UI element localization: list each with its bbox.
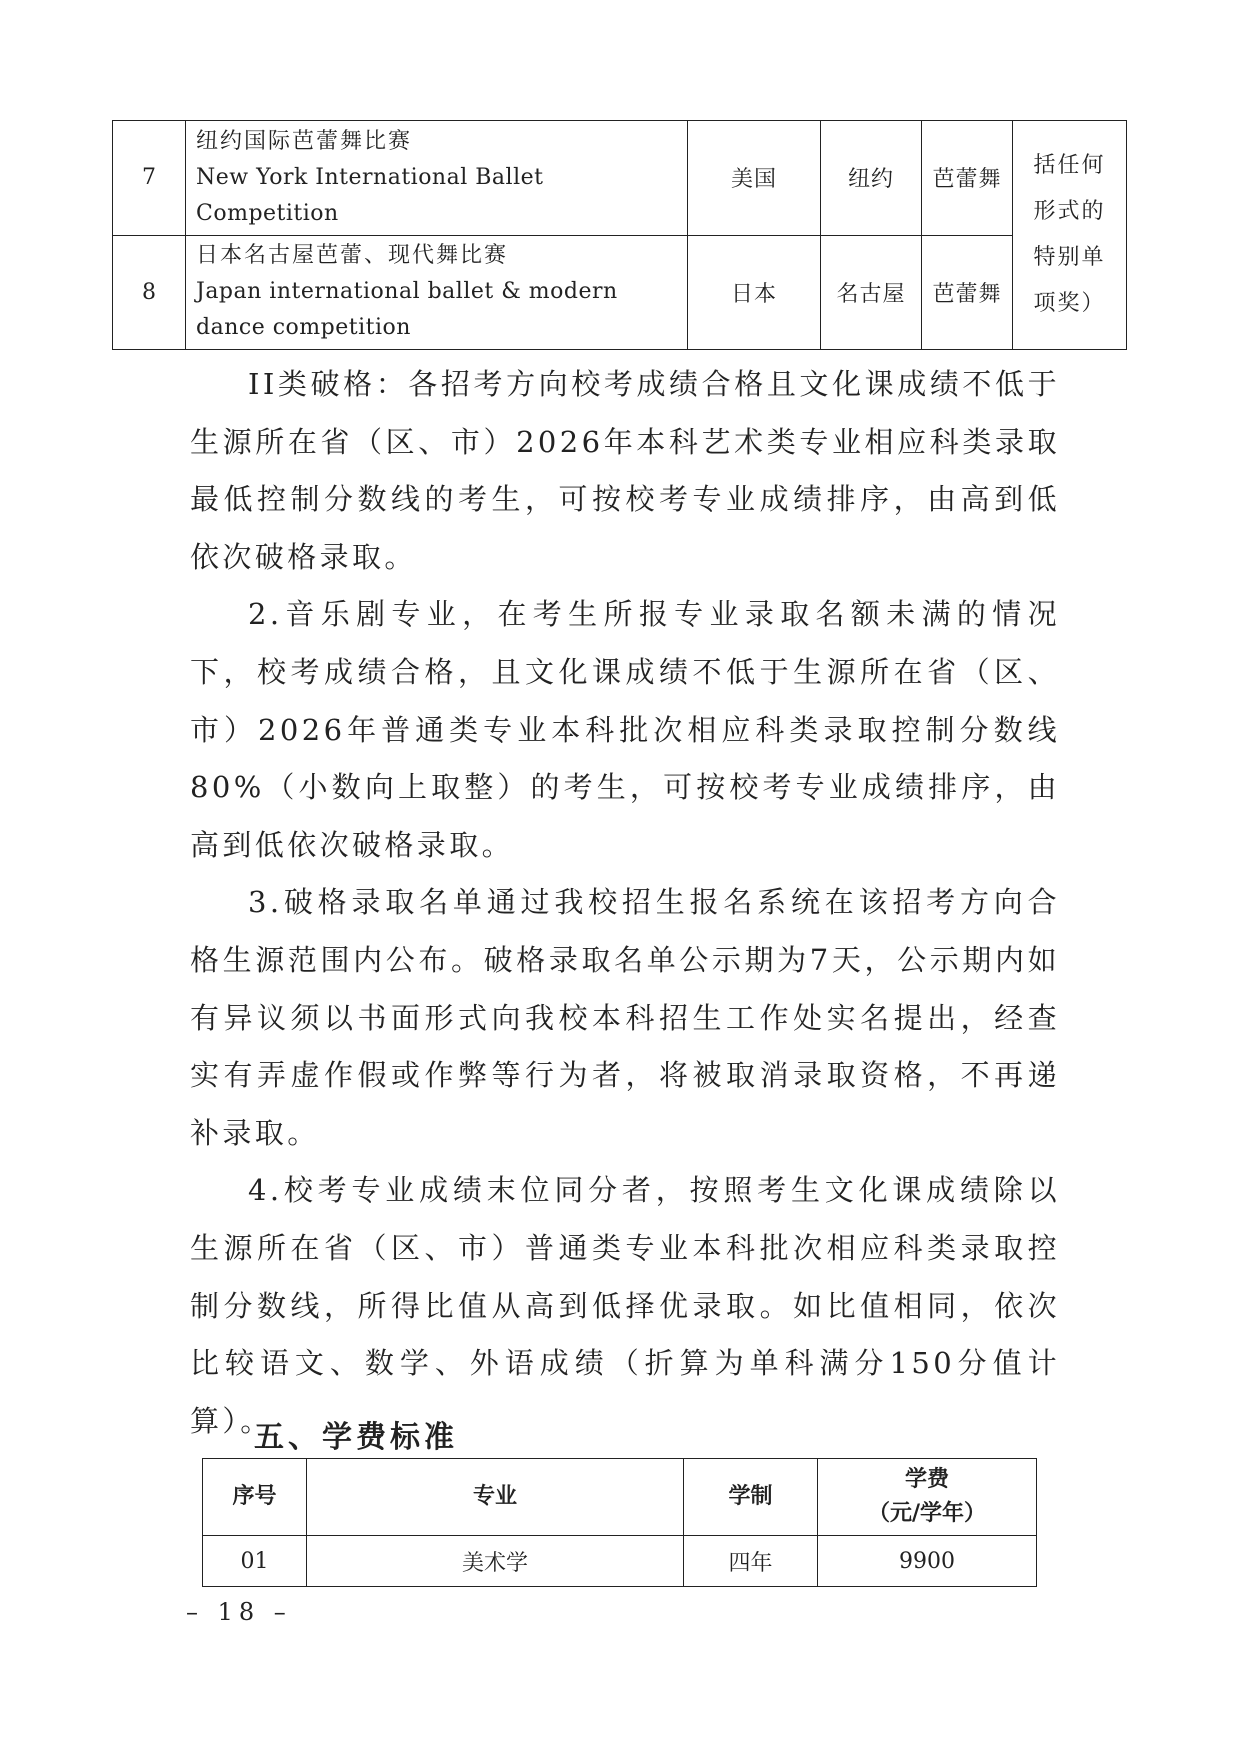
- table-row: [113, 235, 1127, 350]
- header-fee-label: 学费: [904, 1467, 949, 1492]
- paragraph-publication: 3.破格录取名单通过我校招生报名系统在该招考方向合格生源范围内公布。破格录取名单公示期为7天，公示期内如有异议须以书面形式向我校本科招生工作处实名提出，经查实有弄虚作假或作弊等行为者，将被取消录取资格，不再递补录取。: [190, 885, 1060, 1150]
- fee-table: [202, 1458, 1037, 1587]
- header-fee-unit: （元/学年）: [867, 1501, 987, 1526]
- row-number: 8: [113, 235, 186, 350]
- body-text: [190, 356, 1060, 1450]
- header-fee: [818, 1459, 1037, 1536]
- competition-table: [112, 120, 1127, 350]
- country-cell: 美国: [688, 121, 821, 236]
- row-number: 7: [113, 121, 186, 236]
- fee-table-header: [203, 1459, 1037, 1536]
- page-number: – 18 –: [186, 1598, 292, 1626]
- header-major: 专业: [307, 1459, 684, 1536]
- fee-amount-cell: 9900: [818, 1536, 1037, 1587]
- award-note-line: 括任何: [1033, 153, 1106, 178]
- country-cell: 日本: [688, 235, 821, 350]
- award-note-line: 特别单: [1033, 245, 1106, 270]
- fee-duration-cell: 四年: [684, 1536, 818, 1587]
- competition-name: [186, 235, 688, 350]
- city-cell: 纽约: [821, 121, 922, 236]
- paragraph-tie-break: 4.校考专业成绩末位同分者，按照考生文化课成绩除以生源所在省（区、市）普通类专业本科批次相应科类录取控制分数线，所得比值从高到低择优录取。如比值相同，依次比较语文、数学、外语成绩（折算为单科满分150分值计算）。: [190, 1173, 1060, 1438]
- competition-name-en-line1: Japan international ballet & modern: [196, 279, 618, 305]
- paragraph-musical-theatre: 2.音乐剧专业，在考生所报专业录取名额未满的情况下，校考成绩合格，且文化课成绩不低于生源所在省（区、市）2026年普通类专业本科批次相应科类录取控制分数线80%（小数向上取整）的考生，可按校考专业成绩排序，由高到低依次破格录取。: [190, 597, 1060, 862]
- table-row: [203, 1536, 1037, 1587]
- city-cell: 名古屋: [821, 235, 922, 350]
- table-row: [113, 121, 1127, 236]
- paragraph-class-ii-exception: II类破格：各招考方向校考成绩合格且文化课成绩不低于生源所在省（区、市）2026年本科艺术类专业相应科类录取最低控制分数线的考生，可按校考专业成绩排序，由高到低依次破格录取。: [190, 367, 1060, 574]
- award-note-line: 项奖）: [1033, 291, 1106, 316]
- competition-name: [186, 121, 688, 236]
- award-note-cell: [1013, 121, 1127, 350]
- fee-seq-cell: 01: [203, 1536, 307, 1587]
- competition-name-en-line2: Competition: [196, 200, 339, 226]
- category-cell: 芭蕾舞: [922, 121, 1013, 236]
- section-heading: 五、学费标准: [254, 1420, 458, 1455]
- header-seq: 序号: [203, 1459, 307, 1536]
- competition-name-zh: 日本名古屋芭蕾、现代舞比赛: [196, 243, 509, 269]
- competition-name-en-line1: New York International Ballet: [196, 164, 544, 190]
- competition-name-zh: 纽约国际芭蕾舞比赛: [196, 128, 413, 154]
- fee-major-cell: 美术学: [307, 1536, 684, 1587]
- award-note-line: 形式的: [1033, 199, 1106, 224]
- competition-name-en-line2: dance competition: [196, 315, 411, 341]
- header-duration: 学制: [684, 1459, 818, 1536]
- category-cell: 芭蕾舞: [922, 235, 1013, 350]
